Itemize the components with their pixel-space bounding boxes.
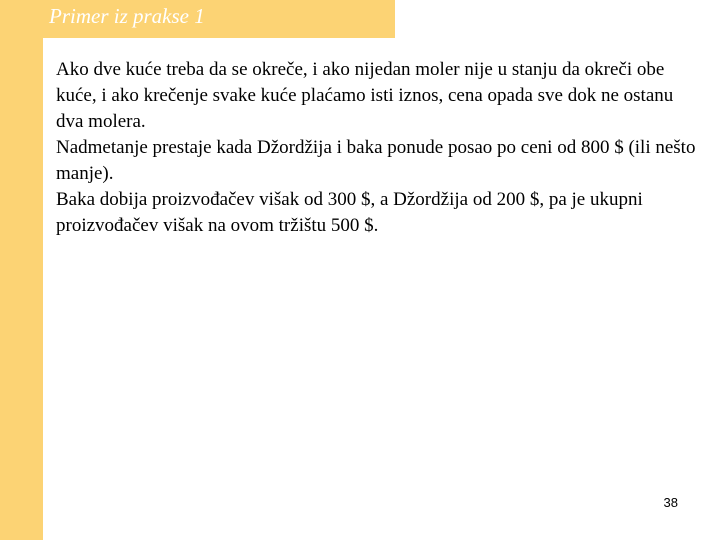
page-number: 38: [663, 495, 678, 510]
left-accent-bar: [0, 0, 43, 540]
paragraph-price-decline: Ako dve kuće treba da se okreče, i ako nijedan moler nije u stanju da okreči obe kuće, i ako krečenje svake kuće plaćamo isti iznos, cena opada sve dok ne ostanu dva molera.: [56, 59, 674, 132]
slide-title: Primer iz prakse 1: [49, 4, 205, 28]
paragraph-bidding-stops: Nadmetanje prestaje kada Džordžija i baka ponude posao po ceni od 800 $ (ili nešto manje).: [56, 137, 696, 184]
slide-body: [56, 57, 696, 239]
paragraph-producer-surplus: Baka dobija proizvođačev višak od 300 $, a Džordžija od 200 $, pa je ukupni proizvođačev višak na ovom tržištu 500 $.: [56, 189, 643, 236]
